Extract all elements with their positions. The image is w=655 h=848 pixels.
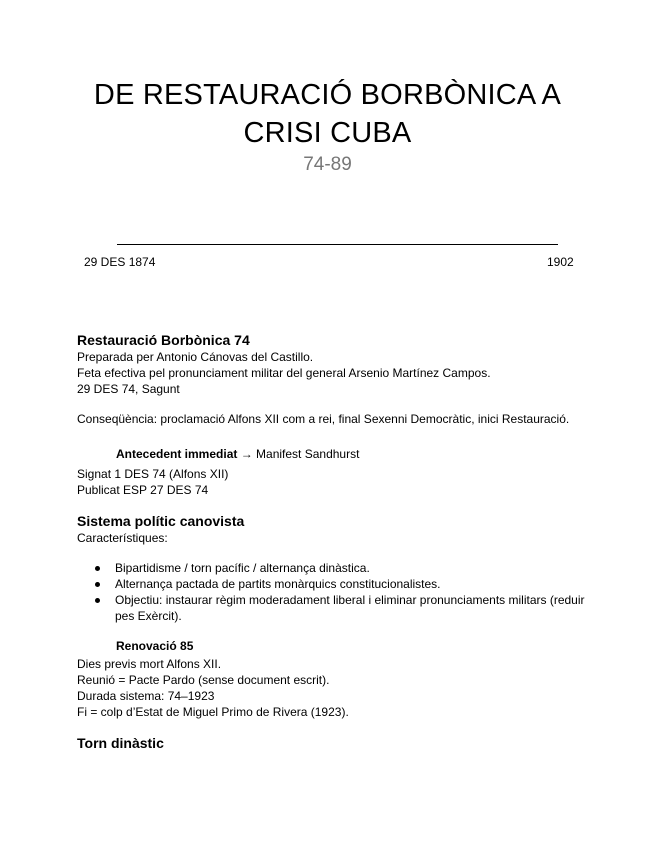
section1-line: Feta efectiva pel pronunciament militar del general Arsenio Martínez Campos. [77, 366, 491, 380]
subsection-heading-bold: Antecedent immediat [116, 447, 238, 461]
subsection1-line: Publicat ESP 27 DES 74 [77, 483, 209, 497]
bullet-dot-icon [95, 582, 100, 587]
section1-line: Preparada per Antonio Cánovas del Castillo. [77, 350, 314, 364]
subsection-heading-antecedent [116, 447, 359, 461]
timeline-line [117, 244, 558, 245]
section-heading-torn: Torn dinàstic [77, 735, 164, 751]
characteristics-list [95, 560, 585, 624]
list-item [95, 560, 585, 576]
section2-intro: Característiques: [77, 531, 168, 545]
title-line-1: DE RESTAURACIÓ BORBÒNICA A [93, 79, 562, 111]
subsection-heading-rest: → Manifest Sandhurst [237, 447, 360, 461]
bullet-dot-icon [95, 566, 100, 571]
section-heading-restauracio: Restauració Borbònica 74 [77, 332, 250, 348]
list-item [95, 576, 585, 592]
subsection-heading-renovacio [116, 639, 193, 653]
section-heading-sistema: Sistema polític canovista [77, 513, 245, 529]
subsection-heading-bold: Renovació 85 [116, 639, 194, 653]
section1-line: 29 DES 74, Sagunt [77, 382, 180, 396]
document-title [0, 76, 655, 152]
subsection2-line: Durada sistema: 74–1923 [77, 689, 215, 703]
subsection2-line: Reunió = Pacte Pardo (sense document escrit). [77, 673, 330, 687]
subsection2-line: Dies previs mort Alfons XII. [77, 657, 222, 671]
list-item-text: Alternança pactada de partits monàrquics constitucionalistes. [115, 577, 441, 591]
section1-consequences: Conseqüència: proclamació Alfons XII com a rei, final Sexenni Democràtic, inici Restauració. [77, 412, 570, 426]
document-subtitle: 74-89 [303, 154, 352, 175]
list-item-text: Objectiu: instaurar règim moderadament liberal i eliminar pronunciaments militars (reduir pes Exèrcit). [115, 593, 585, 623]
list-item [95, 592, 585, 624]
title-line-2: CRISI CUBA [243, 117, 412, 149]
subsection1-line: Signat 1 DES 74 (Alfons XII) [77, 467, 229, 481]
subsection2-line: Fi = colp d’Estat de Miguel Primo de Rivera (1923). [77, 705, 349, 719]
bullet-dot-icon [95, 598, 100, 603]
timeline-end-label: 1902 [547, 255, 574, 269]
timeline-start-label: 29 DES 1874 [84, 255, 156, 269]
list-item-text: Bipartidisme / torn pacífic / alternança dinàstica. [115, 561, 370, 575]
